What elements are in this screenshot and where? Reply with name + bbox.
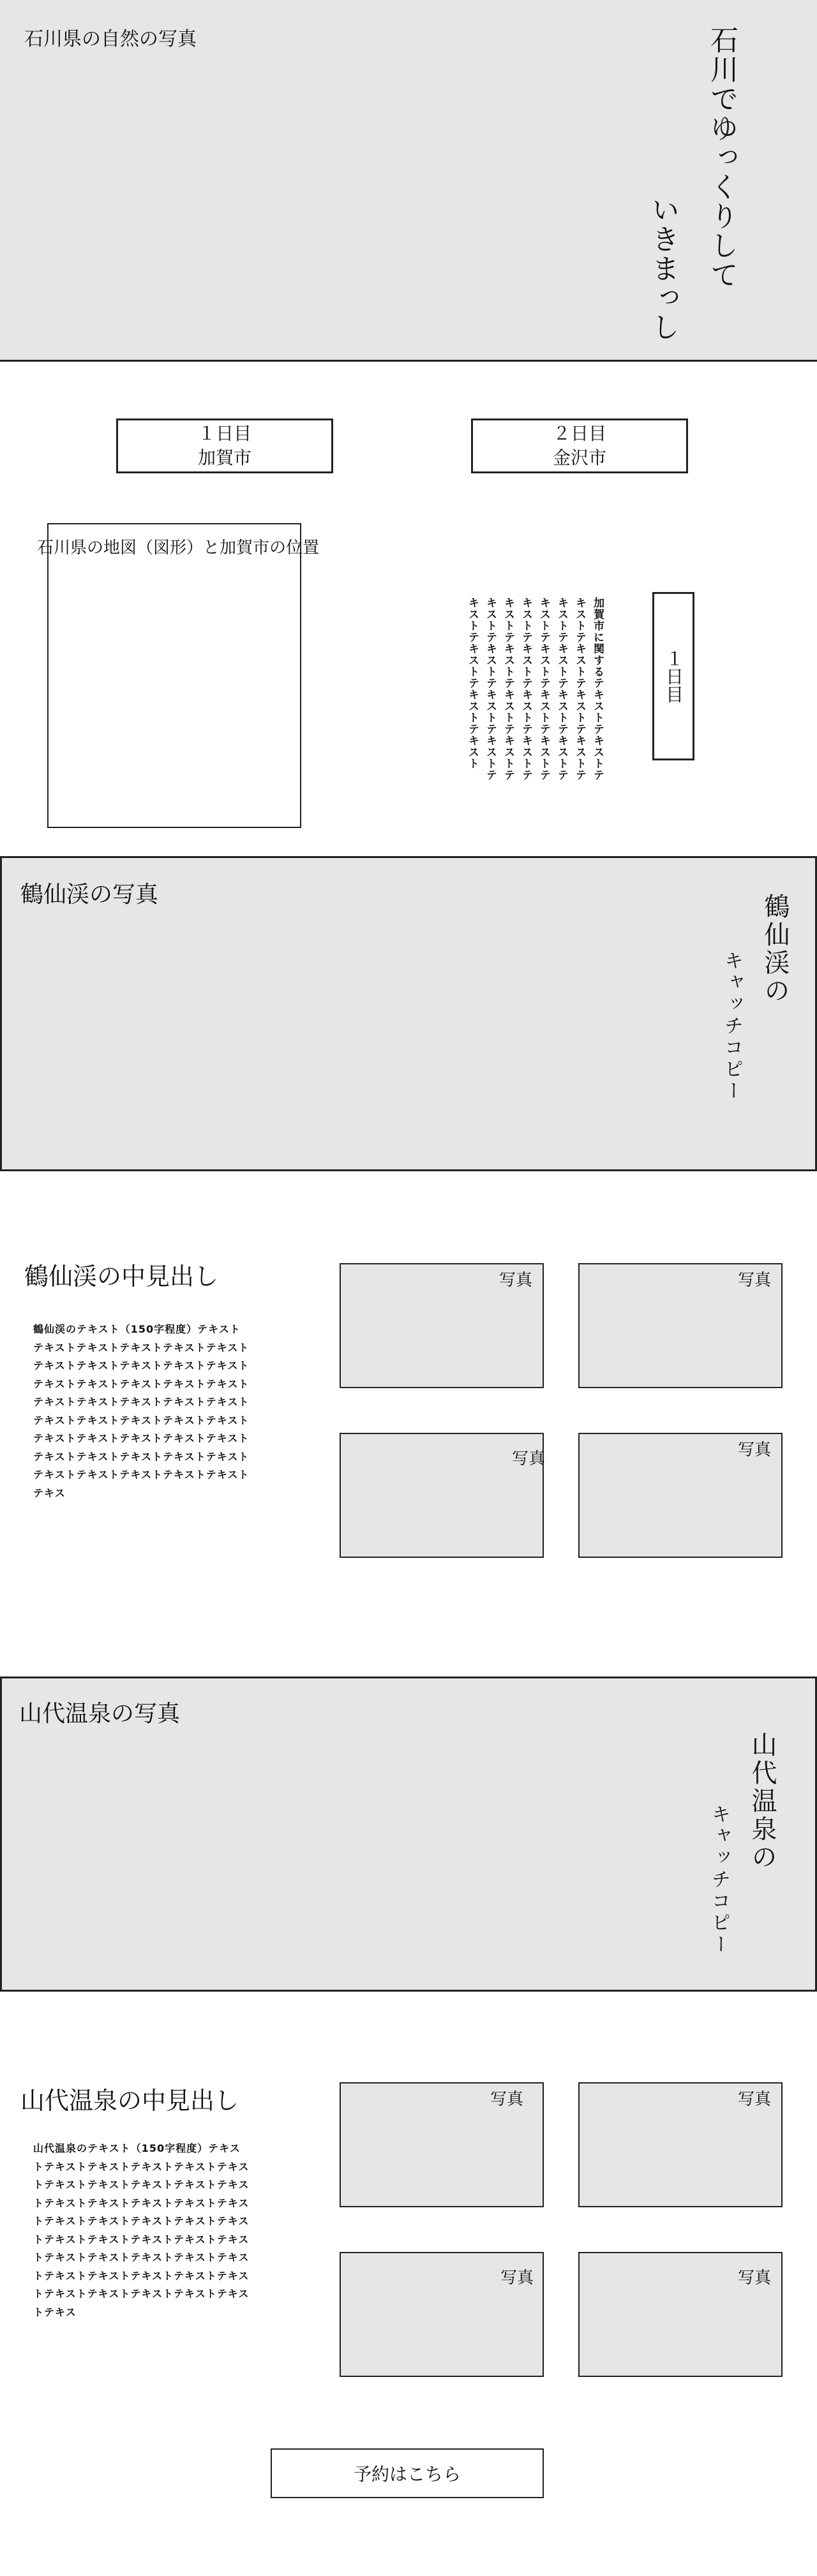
yamashiro-heading: 山代温泉の中見出し (20, 2087, 239, 2115)
hero-title-line1: 石川でゆっくりして (705, 26, 738, 290)
yamashiro-photo-3 (340, 2252, 544, 2377)
tsurusen-title: 鶴仙渓の (760, 893, 790, 1005)
tsurusen-photo-1 (340, 1263, 544, 1388)
day1-button[interactable] (116, 418, 333, 473)
hero-photo-label: 石川県の自然の写真 (24, 28, 197, 50)
tsurusen-photo-2 (578, 1263, 783, 1388)
photo-label: 写真 (737, 1271, 771, 1290)
photo-label: 写真 (511, 1449, 545, 1469)
day1-button-city: 加賀市 (197, 447, 251, 468)
day2-button[interactable] (471, 418, 688, 473)
photo-label: 写真 (737, 2090, 771, 2109)
yamashiro-photo-1 (340, 2082, 544, 2207)
tsurusen-photo-4 (578, 1433, 783, 1558)
tsurusen-text: 鶴仙渓のテキスト（150字程度）テキストテキストテキストテキストテキストテキストテキストテキストテキストテキストテキストテキストテキストテキストテキストテキストテキストテキストテキストテキストテキストテキストテキストテキストテキストテキストテキストテキストテキストテキストテキストテキストテキストテキストテキストテキストテキストテキストテキストテキストテキストテキス (33, 1323, 250, 1499)
photo-label: 写真 (490, 2090, 523, 2109)
map-label: 石川県の地図（図形）と加賀市の位置 (37, 538, 320, 558)
photo-label: 写真 (500, 2269, 534, 2288)
tsurusen-photo-label: 鶴仙渓の写真 (20, 882, 159, 908)
photo-label: 写真 (737, 1440, 771, 1460)
day1-button-day: １日目 (197, 423, 251, 444)
tsurusen-catch-copy: キャッチコピー (721, 951, 743, 1102)
day1-label: １日目 (663, 649, 684, 703)
day1-label-box (652, 592, 694, 760)
day1-description: 加賀市に関するテキストテキストテキストテキストテキストテキストテキストテキストテキストテキストテキストテキストテキストテキストテキストテキストテキストテキストテキストテキストテキストテキストテキストテキストテキストテキストテキストテキストテキストテキスト (466, 597, 604, 781)
hero-photo (0, 0, 817, 362)
day2-button-city: 金沢市 (552, 447, 606, 468)
yamashiro-photo-2 (578, 2082, 783, 2207)
yamashiro-photo-4 (578, 2252, 783, 2377)
yamashiro-text: 山代温泉のテキスト（150字程度）テキストテキストテキストテキストテキストテキストテキストテキストテキストテキストテキストテキストテキストテキストテキストテキストテキストテキストテキストテキストテキストテキストテキストテキストテキストテキストテキストテキストテキストテキストテキストテキストテキストテキストテキストテキストテキストテキストテキストテキストテキストテキス (33, 2142, 250, 2318)
tsurusen-photo-3 (340, 1433, 544, 1558)
reserve-button-label: 予約はこちら (353, 2464, 461, 2485)
photo-label: 写真 (498, 1271, 532, 1290)
yamashiro-title: 山代温泉の (747, 1731, 777, 1872)
tsurusen-heading: 鶴仙渓の中見出し (24, 1262, 219, 1291)
yamashiro-photo-label: 山代温泉の写真 (19, 1701, 181, 1727)
photo-label: 写真 (737, 2269, 771, 2288)
hero-title-line2: いきまっし (647, 195, 679, 342)
day2-button-day: ２日目 (552, 423, 606, 444)
ishikawa-map (47, 523, 301, 828)
yamashiro-catch-copy: キャッチコピー (708, 1804, 730, 1956)
reserve-button[interactable] (271, 2448, 544, 2498)
